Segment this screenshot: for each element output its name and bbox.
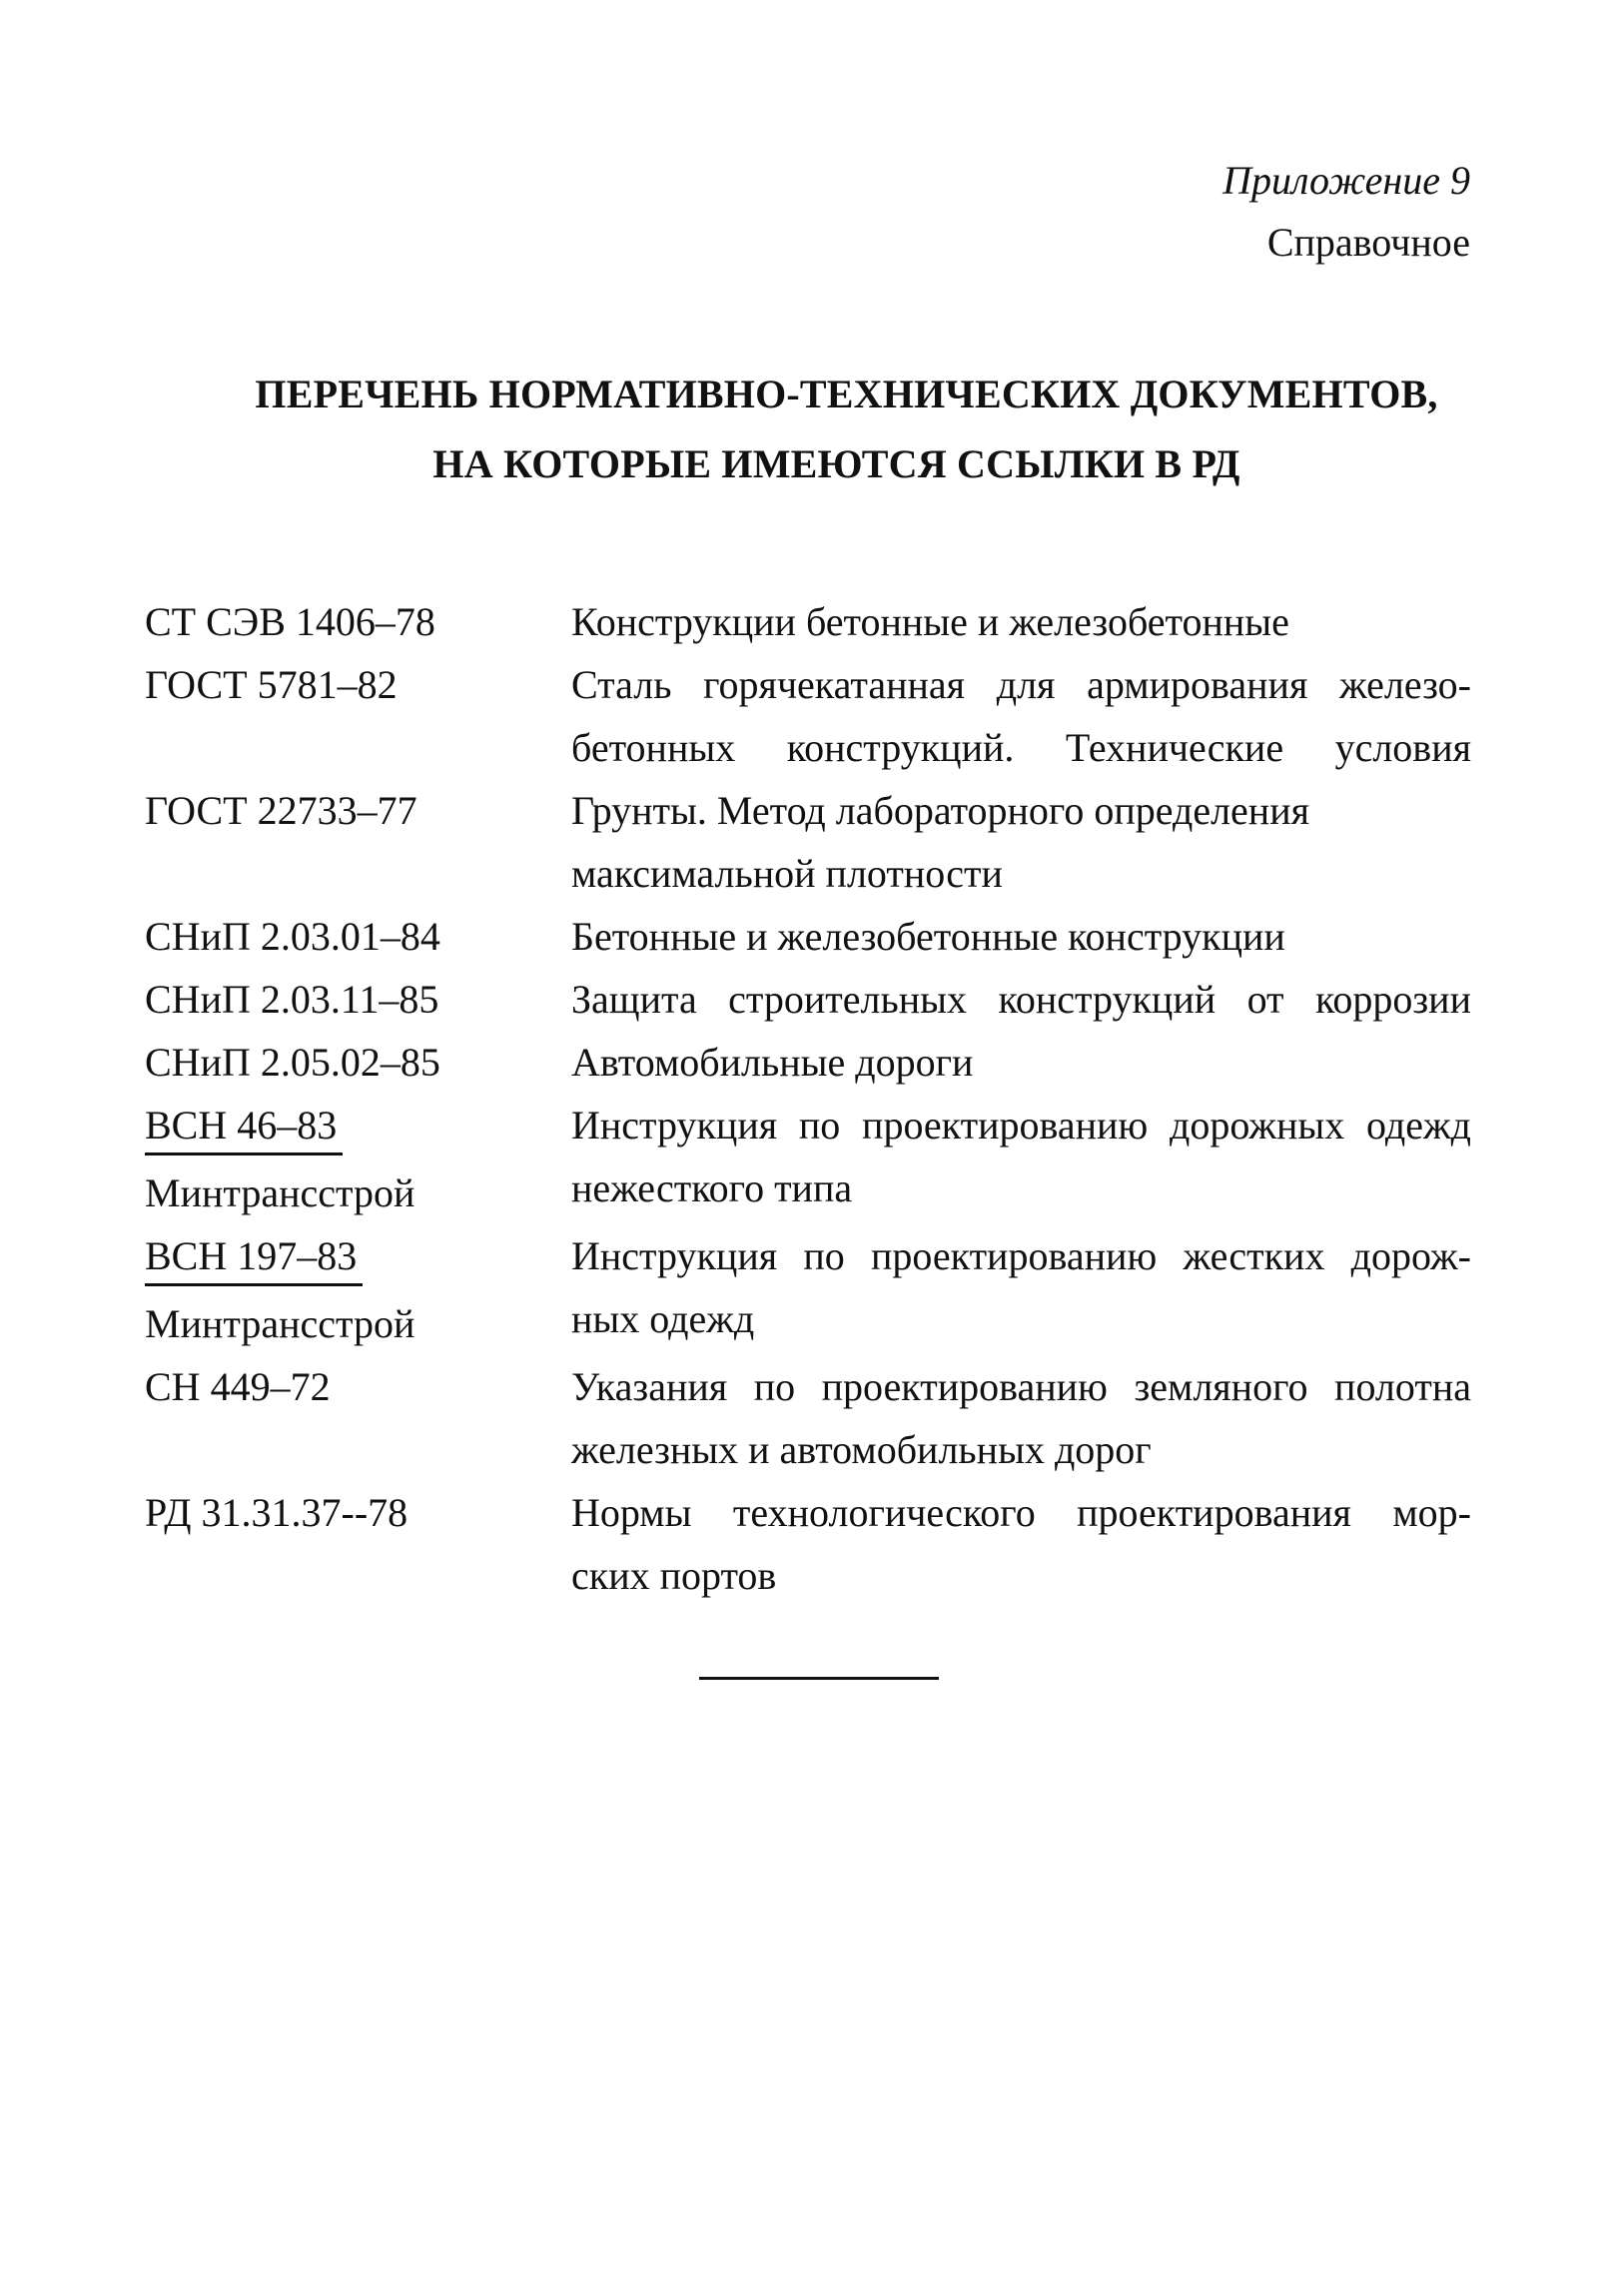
page-title xyxy=(0,360,1623,499)
reference-row xyxy=(145,1224,1471,1355)
reference-row xyxy=(145,1355,1471,1481)
reference-title: Нормы технологического проектирования мор- ских портов xyxy=(571,1490,1471,1598)
reference-row xyxy=(145,1031,1471,1094)
appendix-number: Приложение 9 xyxy=(1222,158,1470,203)
title-line-1: ПЕРЕЧЕНЬ НОРМАТИВНО-ТЕХНИЧЕСКИХ ДОКУМЕНТОВ, xyxy=(255,372,1438,416)
reference-code xyxy=(145,1094,571,1224)
reference-title: Грунты. Метод лабораторного определения максимальной плотности xyxy=(571,788,1310,896)
title-line-2: НА КОТОРЫЕ ИМЕЮТСЯ ССЫЛКИ В РД xyxy=(432,441,1240,486)
reference-row xyxy=(145,1481,1471,1607)
reference-title: Инструкция по проектированию дорожных одежд нежесткого типа xyxy=(571,1103,1471,1210)
reference-code: СНиП 2.03.01–84 xyxy=(145,914,440,959)
reference-list xyxy=(145,590,1471,1607)
appendix-type: Справочное xyxy=(1266,220,1470,265)
reference-row xyxy=(145,590,1471,653)
appendix-label xyxy=(1222,150,1470,274)
reference-row xyxy=(145,779,1471,905)
reference-code-underlined: ВСН 46–83 xyxy=(145,1099,343,1155)
reference-row xyxy=(145,905,1471,968)
issuing-authority: Минтрансстрой xyxy=(145,1170,415,1215)
reference-row xyxy=(145,968,1471,1031)
reference-title: Указания по проектированию земляного полотна железных и автомобильных дорог xyxy=(571,1364,1471,1472)
reference-title: Сталь горячекатанная для армирования железо- бетонных конструкций. Технические условия xyxy=(571,662,1471,770)
reference-code: СНиП 2.05.02–85 xyxy=(145,1040,440,1085)
reference-row xyxy=(145,1094,1471,1224)
reference-title: Бетонные и железобетонные конструкции xyxy=(571,914,1285,959)
reference-title: Инструкция по проектированию жестких дорож- ных одежд xyxy=(571,1233,1471,1341)
reference-code: ГОСТ 5781–82 xyxy=(145,662,398,707)
issuing-authority: Минтрансстрой xyxy=(145,1301,415,1346)
reference-code: СН 449–72 xyxy=(145,1364,331,1409)
reference-code: РД 31.31.37--78 xyxy=(145,1490,408,1535)
reference-code xyxy=(145,1224,571,1355)
reference-code: СНиП 2.03.11–85 xyxy=(145,977,439,1022)
reference-code-underlined: ВСН 197–83 xyxy=(145,1229,363,1286)
reference-code: ГОСТ 22733–77 xyxy=(145,788,417,833)
reference-row xyxy=(145,653,1471,779)
reference-code: СТ СЭВ 1406–78 xyxy=(145,599,435,644)
end-divider xyxy=(699,1677,939,1680)
reference-title: Конструкции бетонные и железобетонные xyxy=(571,599,1289,644)
reference-title: Автомобильные дороги xyxy=(571,1040,974,1085)
reference-title: Защита строительных конструкций от коррозии xyxy=(571,977,1471,1022)
